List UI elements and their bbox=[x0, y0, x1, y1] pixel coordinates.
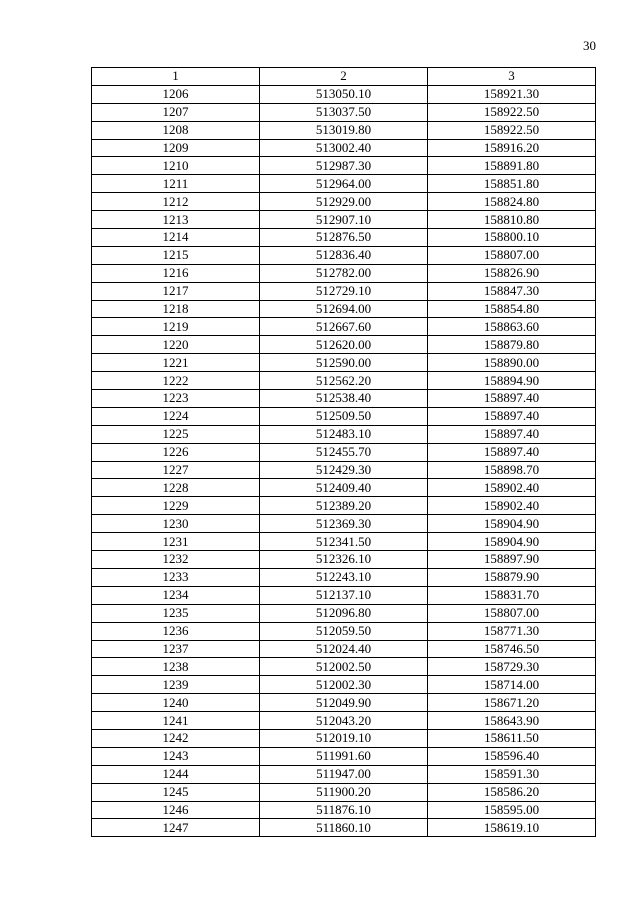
point-number-cell: 1236 bbox=[92, 622, 260, 640]
point-number-cell: 1229 bbox=[92, 497, 260, 515]
point-number-cell: 1217 bbox=[92, 282, 260, 300]
point-number-cell: 1234 bbox=[92, 586, 260, 604]
table-row bbox=[92, 264, 596, 282]
point-number-cell: 1223 bbox=[92, 390, 260, 408]
point-number-cell: 1245 bbox=[92, 783, 260, 801]
point-number-cell: 1226 bbox=[92, 443, 260, 461]
table-row bbox=[92, 622, 596, 640]
y-coordinate-cell: 158800.10 bbox=[428, 229, 596, 247]
y-coordinate-cell: 158595.00 bbox=[428, 801, 596, 819]
x-coordinate-cell: 512341.50 bbox=[260, 533, 428, 551]
table-row bbox=[92, 300, 596, 318]
point-number-cell: 1246 bbox=[92, 801, 260, 819]
table-row bbox=[92, 586, 596, 604]
table-row bbox=[92, 318, 596, 336]
y-coordinate-cell: 158897.90 bbox=[428, 551, 596, 569]
point-number-cell: 1207 bbox=[92, 103, 260, 121]
point-number-cell: 1206 bbox=[92, 85, 260, 103]
y-coordinate-cell: 158879.90 bbox=[428, 568, 596, 586]
y-coordinate-cell: 158671.20 bbox=[428, 694, 596, 712]
point-number-cell: 1215 bbox=[92, 246, 260, 264]
table-row bbox=[92, 390, 596, 408]
x-coordinate-cell: 512137.10 bbox=[260, 586, 428, 604]
point-number-cell: 1210 bbox=[92, 157, 260, 175]
point-number-cell: 1242 bbox=[92, 729, 260, 747]
y-coordinate-cell: 158807.00 bbox=[428, 246, 596, 264]
point-number-cell: 1225 bbox=[92, 425, 260, 443]
y-coordinate-cell: 158854.80 bbox=[428, 300, 596, 318]
point-number-cell: 1231 bbox=[92, 533, 260, 551]
x-coordinate-cell: 513050.10 bbox=[260, 85, 428, 103]
x-coordinate-cell: 512929.00 bbox=[260, 193, 428, 211]
x-coordinate-cell: 512782.00 bbox=[260, 264, 428, 282]
table-header bbox=[92, 68, 596, 86]
x-coordinate-cell: 512059.50 bbox=[260, 622, 428, 640]
table-row bbox=[92, 407, 596, 425]
y-coordinate-cell: 158902.40 bbox=[428, 479, 596, 497]
table-row bbox=[92, 801, 596, 819]
table-row bbox=[92, 515, 596, 533]
table-row bbox=[92, 568, 596, 586]
x-coordinate-cell: 512389.20 bbox=[260, 497, 428, 515]
table-row bbox=[92, 229, 596, 247]
point-number-cell: 1221 bbox=[92, 354, 260, 372]
x-coordinate-cell: 512002.50 bbox=[260, 658, 428, 676]
x-coordinate-cell: 511947.00 bbox=[260, 765, 428, 783]
y-coordinate-cell: 158902.40 bbox=[428, 497, 596, 515]
x-coordinate-cell: 512243.10 bbox=[260, 568, 428, 586]
table-row bbox=[92, 336, 596, 354]
table-row bbox=[92, 729, 596, 747]
table-row bbox=[92, 175, 596, 193]
x-coordinate-cell: 512326.10 bbox=[260, 551, 428, 569]
table-row bbox=[92, 121, 596, 139]
point-number-cell: 1237 bbox=[92, 640, 260, 658]
y-coordinate-cell: 158611.50 bbox=[428, 729, 596, 747]
table-row bbox=[92, 676, 596, 694]
y-coordinate-cell: 158586.20 bbox=[428, 783, 596, 801]
y-coordinate-cell: 158904.90 bbox=[428, 533, 596, 551]
x-coordinate-cell: 512509.50 bbox=[260, 407, 428, 425]
column-header-1: 1 bbox=[92, 68, 260, 86]
x-coordinate-cell: 512562.20 bbox=[260, 372, 428, 390]
column-header-2: 2 bbox=[260, 68, 428, 86]
y-coordinate-cell: 158619.10 bbox=[428, 819, 596, 837]
y-coordinate-cell: 158863.60 bbox=[428, 318, 596, 336]
x-coordinate-cell: 511860.10 bbox=[260, 819, 428, 837]
point-number-cell: 1235 bbox=[92, 604, 260, 622]
y-coordinate-cell: 158807.00 bbox=[428, 604, 596, 622]
table-row bbox=[92, 246, 596, 264]
table-row bbox=[92, 694, 596, 712]
point-number-cell: 1238 bbox=[92, 658, 260, 676]
x-coordinate-cell: 512043.20 bbox=[260, 712, 428, 730]
y-coordinate-cell: 158810.80 bbox=[428, 211, 596, 229]
table-row bbox=[92, 479, 596, 497]
y-coordinate-cell: 158879.80 bbox=[428, 336, 596, 354]
x-coordinate-cell: 511991.60 bbox=[260, 747, 428, 765]
x-coordinate-cell: 512876.50 bbox=[260, 229, 428, 247]
point-number-cell: 1244 bbox=[92, 765, 260, 783]
x-coordinate-cell: 512483.10 bbox=[260, 425, 428, 443]
point-number-cell: 1243 bbox=[92, 747, 260, 765]
y-coordinate-cell: 158897.40 bbox=[428, 425, 596, 443]
table-row bbox=[92, 604, 596, 622]
table-row bbox=[92, 783, 596, 801]
table-row bbox=[92, 85, 596, 103]
y-coordinate-cell: 158904.90 bbox=[428, 515, 596, 533]
x-coordinate-cell: 512049.90 bbox=[260, 694, 428, 712]
column-header-3: 3 bbox=[428, 68, 596, 86]
y-coordinate-cell: 158824.80 bbox=[428, 193, 596, 211]
x-coordinate-cell: 512620.00 bbox=[260, 336, 428, 354]
table-row bbox=[92, 747, 596, 765]
point-number-cell: 1211 bbox=[92, 175, 260, 193]
table-row bbox=[92, 658, 596, 676]
x-coordinate-cell: 513002.40 bbox=[260, 139, 428, 157]
table-body bbox=[92, 85, 596, 836]
point-number-cell: 1218 bbox=[92, 300, 260, 318]
y-coordinate-cell: 158916.20 bbox=[428, 139, 596, 157]
table-row bbox=[92, 211, 596, 229]
y-coordinate-cell: 158596.40 bbox=[428, 747, 596, 765]
point-number-cell: 1247 bbox=[92, 819, 260, 837]
table-row bbox=[92, 372, 596, 390]
y-coordinate-cell: 158898.70 bbox=[428, 461, 596, 479]
table-row bbox=[92, 712, 596, 730]
x-coordinate-cell: 513037.50 bbox=[260, 103, 428, 121]
point-number-cell: 1224 bbox=[92, 407, 260, 425]
point-number-cell: 1222 bbox=[92, 372, 260, 390]
x-coordinate-cell: 511900.20 bbox=[260, 783, 428, 801]
x-coordinate-cell: 512019.10 bbox=[260, 729, 428, 747]
y-coordinate-cell: 158922.50 bbox=[428, 121, 596, 139]
y-coordinate-cell: 158890.00 bbox=[428, 354, 596, 372]
y-coordinate-cell: 158826.90 bbox=[428, 264, 596, 282]
table-row bbox=[92, 640, 596, 658]
y-coordinate-cell: 158847.30 bbox=[428, 282, 596, 300]
table-row bbox=[92, 282, 596, 300]
y-coordinate-cell: 158643.90 bbox=[428, 712, 596, 730]
x-coordinate-cell: 512096.80 bbox=[260, 604, 428, 622]
table-row bbox=[92, 425, 596, 443]
page-number: 30 bbox=[583, 38, 596, 53]
y-coordinate-cell: 158729.30 bbox=[428, 658, 596, 676]
y-coordinate-cell: 158897.40 bbox=[428, 407, 596, 425]
point-number-cell: 1213 bbox=[92, 211, 260, 229]
y-coordinate-cell: 158897.40 bbox=[428, 443, 596, 461]
x-coordinate-cell: 512694.00 bbox=[260, 300, 428, 318]
point-number-cell: 1230 bbox=[92, 515, 260, 533]
x-coordinate-cell: 513019.80 bbox=[260, 121, 428, 139]
table-row bbox=[92, 461, 596, 479]
point-number-cell: 1212 bbox=[92, 193, 260, 211]
table-row bbox=[92, 551, 596, 569]
y-coordinate-cell: 158591.30 bbox=[428, 765, 596, 783]
point-number-cell: 1219 bbox=[92, 318, 260, 336]
table-row bbox=[92, 443, 596, 461]
x-coordinate-cell: 511876.10 bbox=[260, 801, 428, 819]
x-coordinate-cell: 512590.00 bbox=[260, 354, 428, 372]
x-coordinate-cell: 512987.30 bbox=[260, 157, 428, 175]
point-number-cell: 1208 bbox=[92, 121, 260, 139]
y-coordinate-cell: 158894.90 bbox=[428, 372, 596, 390]
x-coordinate-cell: 512907.10 bbox=[260, 211, 428, 229]
y-coordinate-cell: 158714.00 bbox=[428, 676, 596, 694]
x-coordinate-cell: 512369.30 bbox=[260, 515, 428, 533]
y-coordinate-cell: 158921.30 bbox=[428, 85, 596, 103]
table-row bbox=[92, 765, 596, 783]
table-row bbox=[92, 157, 596, 175]
point-number-cell: 1240 bbox=[92, 694, 260, 712]
x-coordinate-cell: 512429.30 bbox=[260, 461, 428, 479]
table-row bbox=[92, 497, 596, 515]
point-number-cell: 1233 bbox=[92, 568, 260, 586]
x-coordinate-cell: 512729.10 bbox=[260, 282, 428, 300]
point-number-cell: 1239 bbox=[92, 676, 260, 694]
y-coordinate-cell: 158831.70 bbox=[428, 586, 596, 604]
table-row bbox=[92, 139, 596, 157]
point-number-cell: 1227 bbox=[92, 461, 260, 479]
y-coordinate-cell: 158891.80 bbox=[428, 157, 596, 175]
table-row bbox=[92, 193, 596, 211]
point-number-cell: 1214 bbox=[92, 229, 260, 247]
x-coordinate-cell: 512667.60 bbox=[260, 318, 428, 336]
x-coordinate-cell: 512002.30 bbox=[260, 676, 428, 694]
header-row bbox=[92, 68, 596, 86]
point-number-cell: 1241 bbox=[92, 712, 260, 730]
table-row bbox=[92, 354, 596, 372]
y-coordinate-cell: 158851.80 bbox=[428, 175, 596, 193]
x-coordinate-cell: 512964.00 bbox=[260, 175, 428, 193]
table-row bbox=[92, 819, 596, 837]
point-number-cell: 1220 bbox=[92, 336, 260, 354]
x-coordinate-cell: 512409.40 bbox=[260, 479, 428, 497]
y-coordinate-cell: 158746.50 bbox=[428, 640, 596, 658]
x-coordinate-cell: 512538.40 bbox=[260, 390, 428, 408]
point-number-cell: 1216 bbox=[92, 264, 260, 282]
x-coordinate-cell: 512455.70 bbox=[260, 443, 428, 461]
point-number-cell: 1232 bbox=[92, 551, 260, 569]
y-coordinate-cell: 158771.30 bbox=[428, 622, 596, 640]
coordinates-table bbox=[91, 67, 596, 837]
table-row bbox=[92, 533, 596, 551]
x-coordinate-cell: 512024.40 bbox=[260, 640, 428, 658]
x-coordinate-cell: 512836.40 bbox=[260, 246, 428, 264]
y-coordinate-cell: 158922.50 bbox=[428, 103, 596, 121]
y-coordinate-cell: 158897.40 bbox=[428, 390, 596, 408]
table-row bbox=[92, 103, 596, 121]
point-number-cell: 1209 bbox=[92, 139, 260, 157]
point-number-cell: 1228 bbox=[92, 479, 260, 497]
